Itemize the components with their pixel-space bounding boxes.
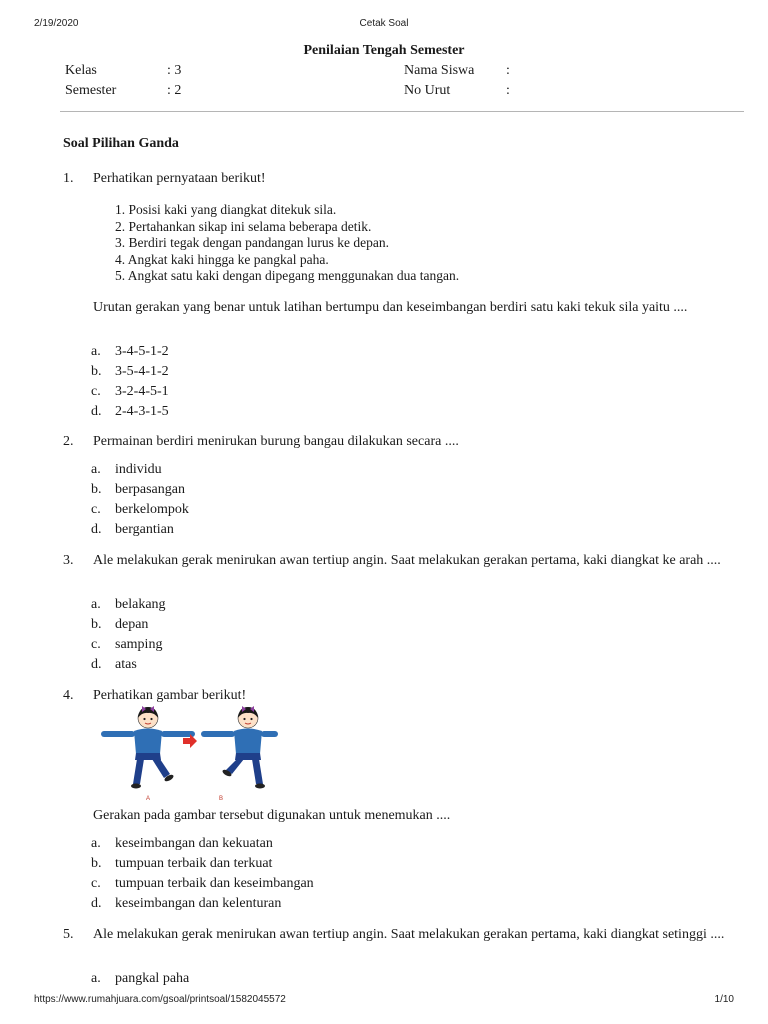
option-letter: d. [91,522,102,537]
question-text: Perhatikan gambar berikut! [93,688,247,703]
option-text: berkelompok [115,502,189,517]
question-text: Perhatikan pernyataan berikut! [93,171,266,186]
question-text: Ale melakukan gerak menirukan awan tertiup angin. Saat melakukan gerakan pertama, kaki diangkat setinggi .... [93,927,725,942]
question-5 [63,927,743,943]
option-text: 3-2-4-5-1 [115,384,169,399]
semester-label: Semester [65,83,117,98]
option-letter: b. [91,617,102,632]
option-text: depan [115,617,149,632]
option-letter: a. [91,462,101,477]
option-text: belakang [115,597,166,612]
option-text: keseimbangan dan kelenturan [115,896,282,911]
option-letter: b. [91,364,102,379]
question-2 [63,434,743,450]
question-1 [63,171,743,187]
statement-item: 3. Berdiri tegak dengan pandangan lurus ke depan. [115,235,390,250]
source-url[interactable]: https://www.rumahjuara.com/gsoal/printsoal/1582045572 [34,994,286,1005]
nama-siswa-label: Nama Siswa [404,63,475,78]
statement-item: 5. Angkat satu kaki dengan dipegang menggunakan dua tangan. [115,268,460,283]
kelas-label: Kelas [65,63,97,78]
nama-siswa-value: : [506,63,510,78]
question-number: 3. [63,553,74,568]
question-text: Permainan berdiri menirukan burung bangau dilakukan secara .... [93,434,459,449]
option-text: pangkal paha [115,971,190,986]
page-number: 1/10 [714,994,734,1005]
statement-item: 1. Posisi kaki yang diangkat ditekuk sila. [115,202,337,217]
question-text: Urutan gerakan yang benar untuk latihan bertumpu dan keseimbangan berdiri satu kaki tekuk sila yaitu .... [93,300,688,315]
option-text: individu [115,462,162,477]
option-text: keseimbangan dan kekuatan [115,836,273,851]
girl-figure-a [101,706,195,789]
option-letter: d. [91,657,102,672]
statement-list [115,202,459,285]
question-number: 4. [63,688,74,703]
divider [60,111,744,112]
option-text: 2-4-3-1-5 [115,404,169,419]
no-urut-value: : [506,83,510,98]
question-number: 5. [63,927,74,942]
option-text: 3-4-5-1-2 [115,344,169,359]
print-title: Cetak Soal [359,18,409,29]
option-letter: d. [91,896,102,911]
option-letter: a. [91,344,101,359]
question-number: 1. [63,171,74,186]
option-letter: c. [91,384,101,399]
page-title: Penilaian Tengah Semester [303,43,465,58]
option-text: tumpuan terbaik dan keseimbangan [115,876,314,891]
section-title: Soal Pilihan Ganda [63,136,179,151]
figure-label-a: A [146,796,151,802]
option-letter: d. [91,404,102,419]
question-text: Ale melakukan gerak menirukan awan tertiup angin. Saat melakukan gerakan pertama, kaki diangkat ke arah .... [93,553,721,568]
option-letter: a. [91,971,101,986]
option-text: atas [115,657,137,672]
statement-item: 4. Angkat kaki hingga ke pangkal paha. [115,251,329,267]
option-text: samping [115,637,163,652]
option-letter: a. [91,836,101,851]
balance-pose-figure [98,704,278,804]
question-3 [63,553,743,569]
figure-label-b: B [219,796,224,802]
question-number: 2. [63,434,74,449]
option-text: berpasangan [115,482,185,497]
option-text: bergantian [115,522,174,537]
question-text: Gerakan pada gambar tersebut digunakan untuk menemukan .... [93,808,451,823]
option-letter: b. [91,856,102,871]
question-1-prompt [63,300,743,316]
question-4 [63,688,743,704]
semester-value: : 2 [167,83,182,98]
option-letter: c. [91,876,101,891]
kelas-value: : 3 [167,63,182,78]
option-letter: c. [91,502,101,517]
option-letter: a. [91,597,101,612]
option-text: 3-5-4-1-2 [115,364,169,379]
option-text: tumpuan terbaik dan terkuat [115,856,273,871]
option-letter: b. [91,482,102,497]
option-letter: c. [91,637,101,652]
statement-item: 2. Pertahankan sikap ini selama beberapa detik. [115,218,372,234]
print-date: 2/19/2020 [34,18,79,29]
question-4-prompt [63,808,743,824]
no-urut-label: No Urut [404,83,451,98]
girl-figure-b [201,706,278,789]
